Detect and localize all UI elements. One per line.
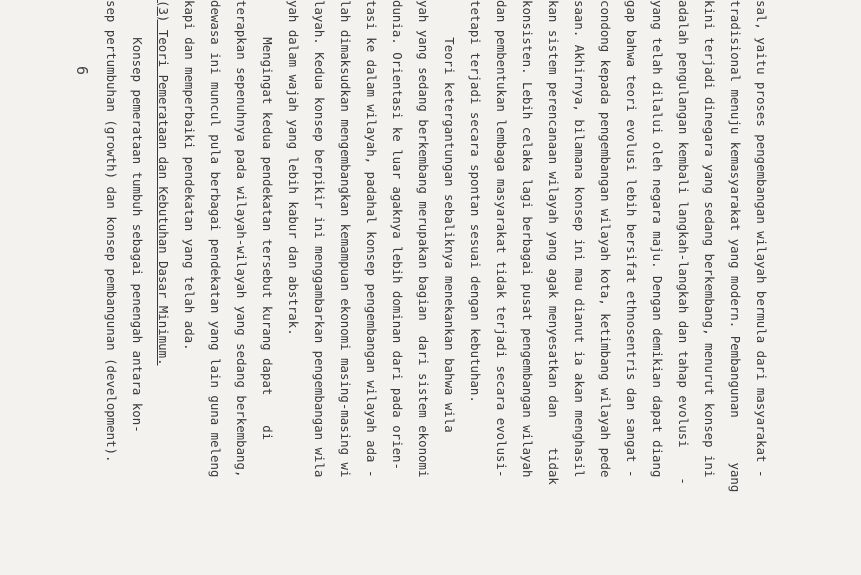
text-line-23: kapi dan memperbaiki pendekatan yang telah ada. xyxy=(182,0,197,351)
text-line-3: kini terjadi dinegara yang sedang berkembang, menurut konsep ini xyxy=(702,0,717,478)
text-line-2: tradisional menuju kemasyarakat yang modern. Pembangunan yang xyxy=(728,0,743,493)
text-line-14: yah yang sedang berkembang merupakan bagian dari sistem ekonomi xyxy=(416,0,431,478)
text-line-11: dan pembentukan lembaga masyarakat tidak terjadi secara evolusi- xyxy=(494,0,509,478)
text-line-4: adalah pengulangan kembali langkah-langkah dan tahap evolusi - xyxy=(676,0,691,485)
text-line-1: sal, yaitu proses pengembangan wilayah bermula dari masyarakat - xyxy=(754,0,769,478)
text-line-10: konsisten. Lebih celaka lagi berbagai pusat pengembangan wilayah xyxy=(520,0,535,478)
page-number: 6 xyxy=(73,66,91,76)
text-line-26: sep pertumbuhan (growth) dan konsep pembangunan (development). xyxy=(104,0,119,463)
text-line-25: Konsep pemerataan tumbuh sebagai penengah antara kon- xyxy=(130,0,145,433)
text-line-12: tetapi terjadi secara spontan sesuai dengan kebutuhan. xyxy=(468,0,483,403)
text-line-8: saan. Akhirnya, bilamana konsep ini mau dianut ia akan menghasil xyxy=(572,0,587,478)
text-line-16: tasi ke dalam wilayah, padahal konsep pengembangan wilayah ada - xyxy=(364,0,379,478)
text-line-7: condong kepada pengembangan wilayah kota, ketimbang wilayah pede xyxy=(598,0,613,478)
text-line-18: layah. Kedua konsep berpikir ini menggambarkan pengembangan wila xyxy=(312,0,327,478)
text-line-20: Mengingat kedua pendekatan tersebut kurang dapat di xyxy=(260,0,275,441)
text-line-21: terapkan sepenuhnya pada wilayah-wilayah yang sedang berkembang, xyxy=(234,0,249,478)
text-line-17: lah dimaksudkan mengembangkan kemampuan ekonomi masing-masing wi xyxy=(338,0,353,478)
text-line-22: dewasa ini muncul pula berbagai pendekatan yang lain guna meleng xyxy=(208,0,223,478)
text-line-9: kan sistem perencanaan wilayah yang agak menyesatkan dan tidak xyxy=(546,0,561,485)
text-line-13: Teori ketergantungan sebaliknya menekankan bahwa wila xyxy=(442,0,457,433)
text-line-19: yah dalam wajah yang lebih kabur dan abstrak. xyxy=(286,0,301,336)
text-line-15: dunia. Orientasi ke luar agaknya lebih dominan dari pada orien- xyxy=(390,0,405,470)
text-line-5: yang telah dilalui oleh negara maju. Dengan demikian dapat diang xyxy=(650,0,665,478)
section-heading: (3) Teori Pemerataan dan Kebutuhan Dasar Minimum. xyxy=(156,0,171,366)
text-line-6: gap bahwa teori evolusi lebih bersifat ethnosentris dan sangat - xyxy=(624,0,639,478)
